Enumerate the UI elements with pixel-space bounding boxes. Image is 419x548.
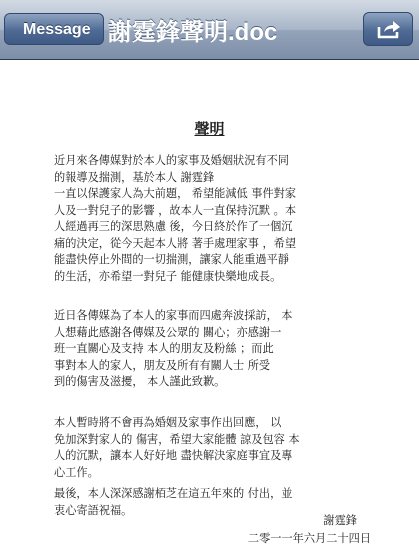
text-line: 最後，本人深深感謝栢芝在這五年來的 付出，並 <box>54 487 293 500</box>
statement-heading: 聲明 <box>194 120 225 138</box>
text-line: 一直以保護家人為大前題， 希望能減低 事件對家 <box>54 187 297 200</box>
text-line: 到的傷害及滋擾， 本人謹此致歉。 <box>54 375 226 388</box>
back-button[interactable]: Message <box>4 13 104 45</box>
text-line: 的生活，亦希望一對兒子 能健康快樂地成長。 <box>54 269 282 283</box>
document-body <box>0 60 419 548</box>
text-line: 人的沉默，讓本人好好地 盡快解決家庭事宜及專 <box>54 449 293 462</box>
text-line: 近日各傳媒為了本人的家事而四處奔波採訪， 本 <box>54 309 293 322</box>
paragraph-1 <box>54 153 374 285</box>
text-line: 班一直關心及支持 本人的朋友及粉絲 ；而此 <box>54 342 274 355</box>
text-line: 本人暫時將不會再為婚姻及家事作出回應， 以 <box>54 416 282 429</box>
paragraph-2 <box>54 308 374 391</box>
text-line: 人及一對兒子的影響 ，故本人一直保持沉默 。本 <box>54 203 297 217</box>
text-line: 心工作。 <box>54 465 99 479</box>
text-line: 事對本人的家人，朋友及所有有關人士 所受 <box>54 358 271 372</box>
signature-name: 謝霆鋒 <box>323 514 357 527</box>
text-line: 人經過再三的深思熟慮 後，今日終於作了一個沉 <box>54 220 293 233</box>
text-line: 免加深對家人的 傷害，希望大家能體 諒及包容 本 <box>54 432 300 446</box>
text-line: 痛的決定，從今天起本人將 著手處理家事 ，希望 <box>54 236 297 250</box>
text-line: 人想藉此感謝各傳媒及公眾的 關心；亦感謝一 <box>54 325 282 339</box>
share-button[interactable] <box>363 12 413 46</box>
signature-date: 二零一一年六月二十四日 <box>247 532 371 545</box>
text-line: 近月來各傳媒對於本人的家事及婚姻狀況有不同 <box>54 154 289 167</box>
paragraph-3 <box>54 415 374 481</box>
text-line: 的報導及揣測，基於本人 謝霆鋒 <box>54 170 215 184</box>
navigation-bar <box>0 0 419 60</box>
text-line: 衷心寄語祝福。 <box>54 503 133 517</box>
document-title: 謝霆鋒聲明.doc <box>108 19 278 46</box>
text-line: 能盡快停止外間的一切揣測，讓家人能重過平靜 <box>54 253 289 266</box>
